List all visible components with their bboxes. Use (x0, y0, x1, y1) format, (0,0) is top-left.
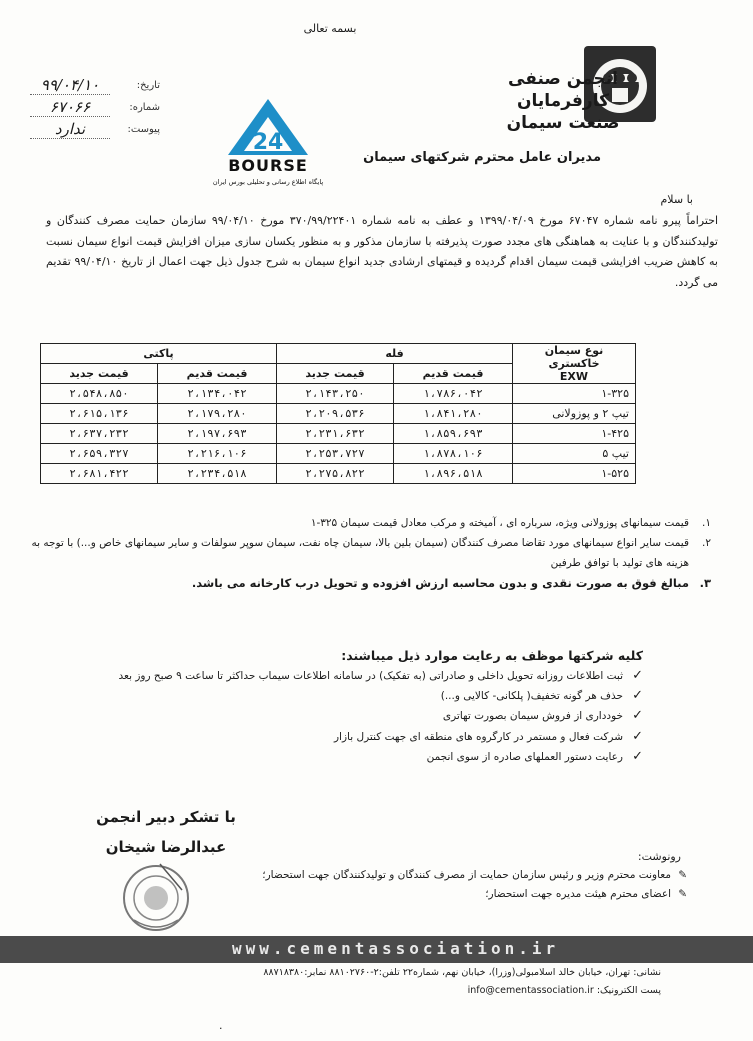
checkmark-icon: ✓ (632, 728, 643, 744)
packed-new-header: قیمت جدید (41, 364, 158, 384)
note-number: ۲. (702, 537, 711, 549)
duty-text: حذف هر گونه تخفیف( پلکانی- کالایی و...) (440, 690, 623, 703)
table-header-row (41, 344, 636, 364)
duty-text: شرکت فعال و مستمر در کارگروه های منطقه ای جهت کنترل بازار (333, 730, 623, 743)
duty-item (23, 666, 643, 686)
packed-old-header: قیمت قدیم (158, 364, 277, 384)
number-label: شماره: (129, 102, 160, 113)
duty-item (23, 686, 643, 706)
cc-item (47, 885, 687, 904)
packed-old-cell: ۲،۲۳۴،۵۱۸ (158, 464, 277, 484)
pen-icon: ✎ (678, 869, 687, 881)
table-row (41, 424, 636, 444)
bulk-old-cell: ۱،۸۵۹،۶۹۳ (394, 424, 513, 444)
bourse-wordmark: BOURSE (228, 156, 308, 175)
packed-old-cell: ۲،۲۱۶،۱۰۶ (158, 444, 277, 464)
attachment-row (30, 120, 160, 142)
type-header-label: نوع سیمان خاکستری (544, 344, 604, 370)
duty-text: خودداری از فروش سیمان بصورت تهاتری (442, 710, 623, 723)
bulk-group-header: فله (277, 344, 513, 364)
footer-address: نشانی: تهران، خیابان خالد اسلامبولی(وزرا)، خیابان نهم، شماره۲۲ تلفن:۲-۸۸۱۰۲۷۶۰ نمابر:۸۸۷۱۸۳۸۰ (263, 967, 661, 978)
duty-item (23, 747, 643, 767)
exw-label: EXW (559, 370, 589, 383)
table-row (41, 444, 636, 464)
checkmark-icon: ✓ (632, 748, 643, 764)
date-row (30, 76, 160, 98)
recipient-line: مدیران عامل محترم شرکتهای سیمان (363, 150, 601, 165)
letter-meta (30, 76, 160, 142)
price-table (40, 343, 636, 484)
cement-type-cell: تیپ ۵ (513, 444, 636, 464)
note-text: قیمت سیمانهای پوزولانی ویژه، سرباره ای ، آمیخته و مرکب معادل قیمت سیمان ۳۲۵-۱ (310, 517, 689, 529)
note-item (21, 533, 711, 573)
association-name-line: کارفرمایان (517, 91, 609, 111)
cc-title: رونوشت: (637, 850, 681, 863)
packed-new-cell: ۲،۵۴۸،۸۵۰ (41, 384, 158, 404)
duty-text: ثبت اطلاعات روزانه تحویل داخلی و صادراتی (به تفکیک) در سامانه اطلاعات سیماب حداکثر تا ساعت ۹ صبح روز بعد (118, 670, 623, 682)
packed-old-cell: ۲،۱۷۹،۲۸۰ (158, 404, 277, 424)
packed-old-cell: ۲،۱۹۷،۶۹۳ (158, 424, 277, 444)
bourse-caption: پایگاه اطلاع رسانی و تحلیلی بورس ایران (212, 178, 324, 186)
email-label: پست الکترونیک: (596, 985, 661, 996)
email-address: info@cementassociation.ir (467, 985, 594, 996)
cc-item (47, 866, 687, 885)
attachment-value: ندارد (30, 120, 110, 139)
cement-type-cell: ۱-۴۲۵ (513, 424, 636, 444)
cc-text: اعضای محترم هیئت مدیره جهت استحضار؛ (485, 888, 671, 900)
duty-item (23, 706, 643, 726)
number-row (30, 98, 160, 120)
table-row (41, 384, 636, 404)
footer-email-line (21, 985, 661, 996)
page-mark: . (219, 1019, 223, 1032)
signature-title: با تشکر دبیر انجمن (96, 808, 236, 826)
attachment-label: پیوست: (127, 124, 160, 135)
duties-list (23, 666, 643, 767)
number-value: ۶۷۰۶۶ (30, 98, 110, 117)
duty-text: رعایت دستور العملهای صادره از سوی انجمن (426, 750, 623, 763)
website-band (0, 936, 753, 963)
note-number: ۳. (699, 576, 711, 590)
type-header (513, 344, 636, 384)
bulk-old-cell: ۱،۸۹۶،۵۱۸ (394, 464, 513, 484)
packed-old-cell: ۲،۱۳۴،۰۴۲ (158, 384, 277, 404)
cc-list (47, 866, 687, 904)
association-name-line: انجمن صنفی (508, 69, 618, 89)
bulk-old-cell: ۱،۸۷۸،۱۰۶ (394, 444, 513, 464)
bourse-logo (212, 95, 324, 190)
bulk-old-cell: ۱،۷۸۶،۰۴۲ (394, 384, 513, 404)
bulk-new-cell: ۲،۲۳۱،۶۳۲ (277, 424, 394, 444)
bulk-new-cell: ۲،۱۴۳،۲۵۰ (277, 384, 394, 404)
association-name-line: صنعت سیمان (506, 113, 620, 133)
website-url: www.cementassociation.ir (232, 939, 560, 958)
packed-new-cell: ۲،۶۵۹،۳۲۷ (41, 444, 158, 464)
greeting: با سلام (660, 193, 693, 206)
letter-body: احتراماً پیرو نامه شماره ۶۷۰۴۷ مورخ ۱۳۹۹/۰۴/۰۹ و عطف به نامه شماره ۳۷۰/۹۹/۲۲۴۰۱ مورخ ۹۹/۰۴/۱۰ سازمان حمایت مصرف کنندگان و تولیدکنندگان و با عنایت به هماهنگی های مجدد صورت پذیرفته با سازمان مذکور و به منظور یکسان سازی میزان افزایش قیمت انواع سیمان نسبت به کاهش ضریب افزایشی قیمت سیمان اقدام گردیده و قیمتهای ارشادی جدید انواع سیمان به شرح جدول ذیل جهت اعمال از تاریخ ۹۹/۰۴/۱۰ تقدیم می گردد. (46, 214, 718, 289)
association-name (483, 68, 643, 134)
cement-type-cell: ۱-۵۲۵ (513, 464, 636, 484)
bulk-old-cell: ۱،۸۴۱،۲۸۰ (394, 404, 513, 424)
bulk-new-cell: ۲،۲۷۵،۸۲۲ (277, 464, 394, 484)
packed-new-cell: ۲،۶۳۷،۲۳۲ (41, 424, 158, 444)
bulk-old-header: قیمت قدیم (394, 364, 513, 384)
date-label: تاریخ: (136, 80, 160, 91)
note-number: ۱. (702, 517, 711, 529)
bulk-new-header: قیمت جدید (277, 364, 394, 384)
table-row (41, 464, 636, 484)
duties-title: کلیه شرکتها موظف به رعایت موارد ذیل میباشند: (341, 648, 643, 663)
table-row (41, 404, 636, 424)
checkmark-icon: ✓ (632, 688, 643, 704)
notes-list (21, 513, 711, 593)
bismillah-heading: بسمه تعالی (303, 22, 357, 35)
packed-new-cell: ۲،۶۸۱،۴۲۲ (41, 464, 158, 484)
bourse-logo-number: 24 (252, 130, 284, 155)
packed-new-cell: ۲،۶۱۵،۱۳۶ (41, 404, 158, 424)
signatory-name: عبدالرضا شیخان (105, 838, 227, 856)
packed-group-header: پاکتی (41, 344, 277, 364)
checkmark-icon: ✓ (632, 668, 643, 683)
checkmark-icon: ✓ (632, 708, 643, 724)
note-item (21, 513, 711, 533)
bulk-new-cell: ۲،۲۵۳،۷۲۷ (277, 444, 394, 464)
cc-text: معاونت محترم وزیر و رئیس سازمان حمایت از مصرف کنندگان و تولیدکنندگان جهت استحضار؛ (262, 869, 671, 881)
duty-item (23, 727, 643, 747)
pen-icon: ✎ (678, 888, 687, 900)
note-text: قیمت سایر انواع سیمانهای مورد تقاضا مصرف کنندگان (سیمان بلین بالا، سیمان چاه نفت، سیمان سوپر سولفات و سایر سیمانهای خاص و...) با توجه به هزینه های تولید با توافق طرفین (31, 537, 689, 569)
cement-type-cell: ۱-۳۲۵ (513, 384, 636, 404)
cement-type-cell: تیپ ۲ و پوزولانی (513, 404, 636, 424)
bulk-new-cell: ۲،۲۰۹،۵۳۶ (277, 404, 394, 424)
note-item (21, 573, 711, 593)
date-value: ۹۹/۰۴/۱۰ (30, 76, 110, 95)
note-text: مبالغ فوق به صورت نقدی و بدون محاسبه ارزش افزوده و تحویل درب کارخانه می باشد. (191, 576, 689, 590)
